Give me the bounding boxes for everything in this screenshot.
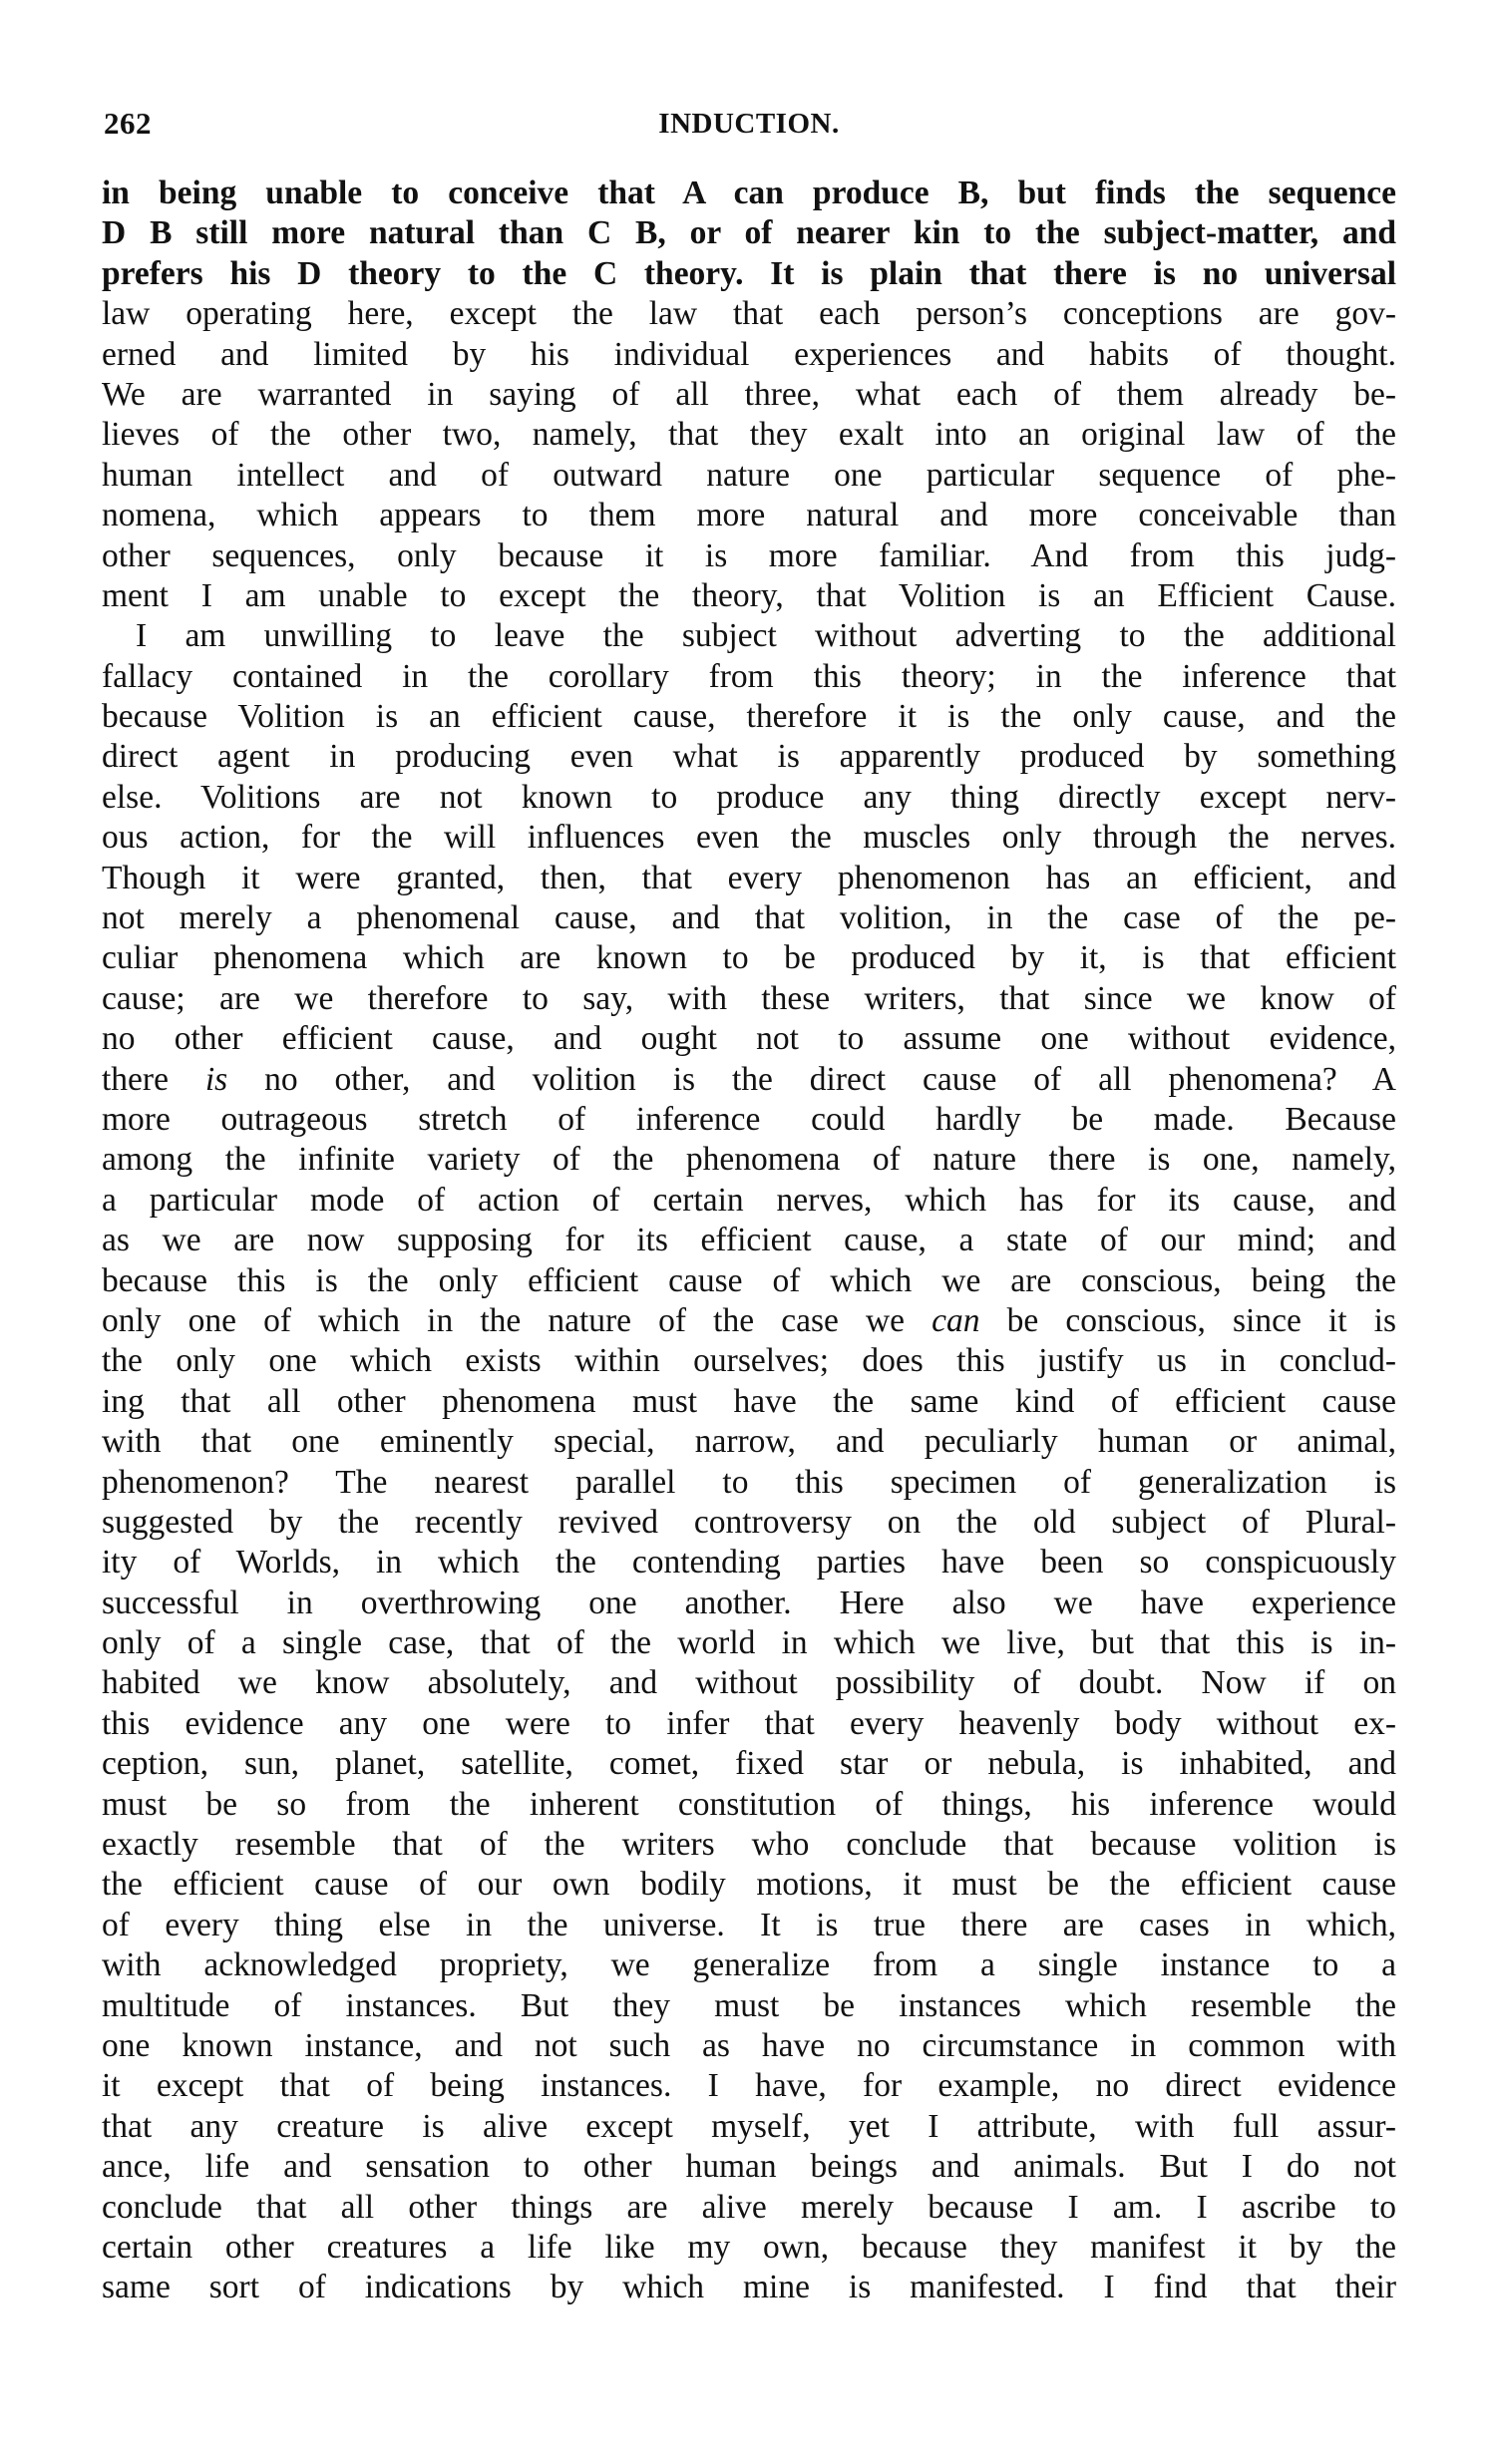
text-segment: with acknowledged propriety, we generalize from a single instance to a bbox=[102, 1946, 1396, 1984]
text-line bbox=[102, 979, 1396, 1019]
text-line bbox=[102, 657, 1396, 697]
text-segment: not merely a phenomenal cause, and that volition, in the case of the pe- bbox=[102, 899, 1396, 937]
text-segment: more outrageous stretch of inference could hardly be made. Because bbox=[102, 1100, 1396, 1138]
text-line bbox=[102, 1019, 1396, 1059]
text-line bbox=[102, 2066, 1396, 2106]
text-line bbox=[102, 1261, 1396, 1301]
text-line bbox=[102, 1463, 1396, 1503]
text-line bbox=[102, 2228, 1396, 2268]
text-line bbox=[102, 778, 1396, 818]
italic-text: is bbox=[204, 1060, 228, 1098]
text-line bbox=[102, 536, 1396, 576]
text-segment: same sort of indications by which mine is manifested. I find that their bbox=[102, 2269, 1396, 2306]
text-line bbox=[102, 456, 1396, 496]
text-segment: law operating here, except the law that each person’s conceptions are gov- bbox=[102, 295, 1396, 333]
text-segment: of every thing else in the universe. It is true there are cases in which, bbox=[102, 1906, 1396, 1943]
text-line bbox=[102, 1865, 1396, 1905]
text-line bbox=[102, 1100, 1396, 1140]
text-segment: certain other creatures a life like my own, because they manifest it by the bbox=[102, 2228, 1396, 2266]
text-line bbox=[102, 576, 1396, 616]
text-line bbox=[102, 898, 1396, 938]
text-segment: ance, life and sensation to other human beings and animals. But I do not bbox=[102, 2148, 1396, 2186]
text-segment: that any creature is alive except myself, yet I attribute, with full assur- bbox=[102, 2107, 1396, 2145]
text-line bbox=[102, 1906, 1396, 1945]
text-line bbox=[102, 1503, 1396, 1543]
text-line bbox=[102, 1060, 1396, 1100]
text-segment: because this is the only efficient cause of which we are conscious, being the bbox=[102, 1261, 1396, 1299]
text-line bbox=[102, 496, 1396, 535]
text-line bbox=[102, 2026, 1396, 2066]
text-segment: only one of which in the nature of the case we bbox=[102, 1301, 932, 1339]
text-segment: this evidence any one were to infer that every heavenly body without ex- bbox=[102, 1704, 1396, 1742]
text-segment: ity of Worlds, in which the contending parties have been so conspicuously bbox=[102, 1544, 1396, 1582]
text-segment: ception, sun, planet, satellite, comet, fixed star or nebula, is inhabited, and bbox=[102, 1745, 1396, 1783]
text-line bbox=[102, 1623, 1396, 1663]
text-line bbox=[102, 2268, 1396, 2307]
text-line bbox=[102, 1584, 1396, 1623]
text-segment: ous action, for the will influences even the muscles only through the nerves. bbox=[102, 819, 1396, 857]
text-segment: no other, and volition is the direct cause of all phenomena? A bbox=[227, 1060, 1396, 1098]
text-segment: fallacy contained in the corollary from this theory; in the inference that bbox=[102, 657, 1396, 695]
text-line bbox=[102, 616, 1396, 656]
text-line bbox=[102, 1301, 1396, 1341]
text-segment: I am unwilling to leave the subject without adverting to the additional bbox=[136, 617, 1396, 655]
italic-text: can bbox=[931, 1301, 980, 1339]
text-segment: as we are now supposing for its efficient cause, a state of our mind; and bbox=[102, 1222, 1396, 1259]
text-segment: it except that of being instances. I have, for example, no direct evidence bbox=[102, 2067, 1396, 2105]
text-line bbox=[102, 254, 1396, 294]
text-segment: lieves of the other two, namely, that they exalt into an original law of the bbox=[102, 416, 1396, 454]
text-line bbox=[102, 1704, 1396, 1744]
text-segment: the only one which exists within ourselves; does this justify us in conclud- bbox=[102, 1342, 1396, 1380]
text-segment: ing that all other phenomena must have the same kind of efficient cause bbox=[102, 1382, 1396, 1420]
text-line bbox=[102, 2188, 1396, 2228]
text-segment: human intellect and of outward nature one particular sequence of phe- bbox=[102, 456, 1396, 494]
text-line bbox=[102, 1663, 1396, 1703]
text-segment: D B still more natural than C B, or of nearer kin to the subject-matter, and bbox=[102, 214, 1396, 252]
text-segment: cause; are we therefore to say, with these writers, that since we know of bbox=[102, 979, 1396, 1017]
text-line bbox=[102, 1785, 1396, 1825]
text-line bbox=[102, 737, 1396, 777]
text-segment: the efficient cause of our own bodily motions, it must be the efficient cause bbox=[102, 1866, 1396, 1904]
text-segment: in being unable to conceive that A can produce B, but finds the sequence bbox=[102, 175, 1396, 211]
text-segment: exactly resemble that of the writers who conclude that because volition is bbox=[102, 1826, 1396, 1864]
text-line bbox=[102, 1422, 1396, 1462]
text-line bbox=[102, 1945, 1396, 1985]
text-line bbox=[102, 818, 1396, 858]
text-line bbox=[102, 213, 1396, 253]
text-segment: must be so from the inherent constitution of things, his inference would bbox=[102, 1785, 1396, 1823]
text-line bbox=[102, 2107, 1396, 2147]
text-segment: Though it were granted, then, that every phenomenon has an efficient, and bbox=[102, 859, 1396, 896]
text-line bbox=[102, 938, 1396, 978]
text-line bbox=[102, 1744, 1396, 1784]
running-title: INDUCTION. bbox=[658, 108, 840, 140]
text-segment: there bbox=[102, 1060, 205, 1098]
text-segment: We are warranted in saying of all three, what each of them already be- bbox=[102, 375, 1396, 413]
text-segment: direct agent in producing even what is apparently produced by something bbox=[102, 738, 1396, 776]
text-segment: only of a single case, that of the world in which we live, but that this is in- bbox=[102, 1624, 1396, 1662]
text-line bbox=[102, 335, 1396, 375]
text-line bbox=[102, 294, 1396, 334]
text-segment: erned and limited by his individual experiences and habits of thought. bbox=[102, 335, 1396, 373]
running-head bbox=[102, 104, 1396, 144]
text-line bbox=[102, 1221, 1396, 1260]
text-segment: phenomenon? The nearest parallel to this specimen of generalization is bbox=[102, 1463, 1396, 1501]
text-line bbox=[102, 1341, 1396, 1381]
text-segment: conclude that all other things are alive merely because I am. I ascribe to bbox=[102, 2188, 1396, 2226]
text-segment: suggested by the recently revived controversy on the old subject of Plural- bbox=[102, 1503, 1396, 1541]
text-line bbox=[102, 1543, 1396, 1583]
text-segment: nomena, which appears to them more natural and more conceivable than bbox=[102, 497, 1396, 534]
text-segment: a particular mode of action of certain nerves, which has for its cause, and bbox=[102, 1181, 1396, 1219]
text-line bbox=[102, 1825, 1396, 1865]
text-line bbox=[102, 1986, 1396, 2026]
text-segment: else. Volitions are not known to produce any thing directly except nerv- bbox=[102, 778, 1396, 816]
text-segment: because Volition is an efficient cause, therefore it is the only cause, and the bbox=[102, 698, 1396, 736]
text-segment: prefers his D theory to the C theory. It is plain that there is no universal bbox=[102, 254, 1396, 292]
text-segment: habited we know absolutely, and without possibility of doubt. Now if on bbox=[102, 1664, 1396, 1702]
text-segment: with that one eminently special, narrow, and peculiarly human or animal, bbox=[102, 1423, 1396, 1461]
text-line bbox=[102, 375, 1396, 415]
text-segment: no other efficient cause, and ought not to assume one without evidence, bbox=[102, 1020, 1396, 1058]
text-segment: multitude of instances. But they must be instances which resemble the bbox=[102, 1986, 1396, 2024]
text-line bbox=[102, 859, 1396, 898]
text-segment: other sequences, only because it is more familiar. And from this judg- bbox=[102, 536, 1396, 574]
text-line bbox=[102, 174, 1396, 213]
text-line bbox=[102, 1382, 1396, 1422]
text-line bbox=[102, 697, 1396, 737]
text-segment: successful in overthrowing one another. Here also we have experience bbox=[102, 1584, 1396, 1621]
text-segment: culiar phenomena which are known to be produced by it, is that efficient bbox=[102, 939, 1396, 977]
text-segment: one known instance, and not such as have no circumstance in common with bbox=[102, 2026, 1396, 2064]
text-line bbox=[102, 415, 1396, 455]
page-number: 262 bbox=[104, 106, 152, 141]
text-segment: ment I am unable to except the theory, that Volition is an Efficient Cause. bbox=[102, 576, 1396, 614]
text-segment: among the infinite variety of the phenomena of nature there is one, namely, bbox=[102, 1141, 1396, 1179]
body-text bbox=[102, 174, 1396, 2308]
text-line bbox=[102, 1140, 1396, 1180]
text-line bbox=[102, 1181, 1396, 1221]
text-line bbox=[102, 2147, 1396, 2187]
text-segment: be conscious, since it is bbox=[979, 1301, 1396, 1339]
